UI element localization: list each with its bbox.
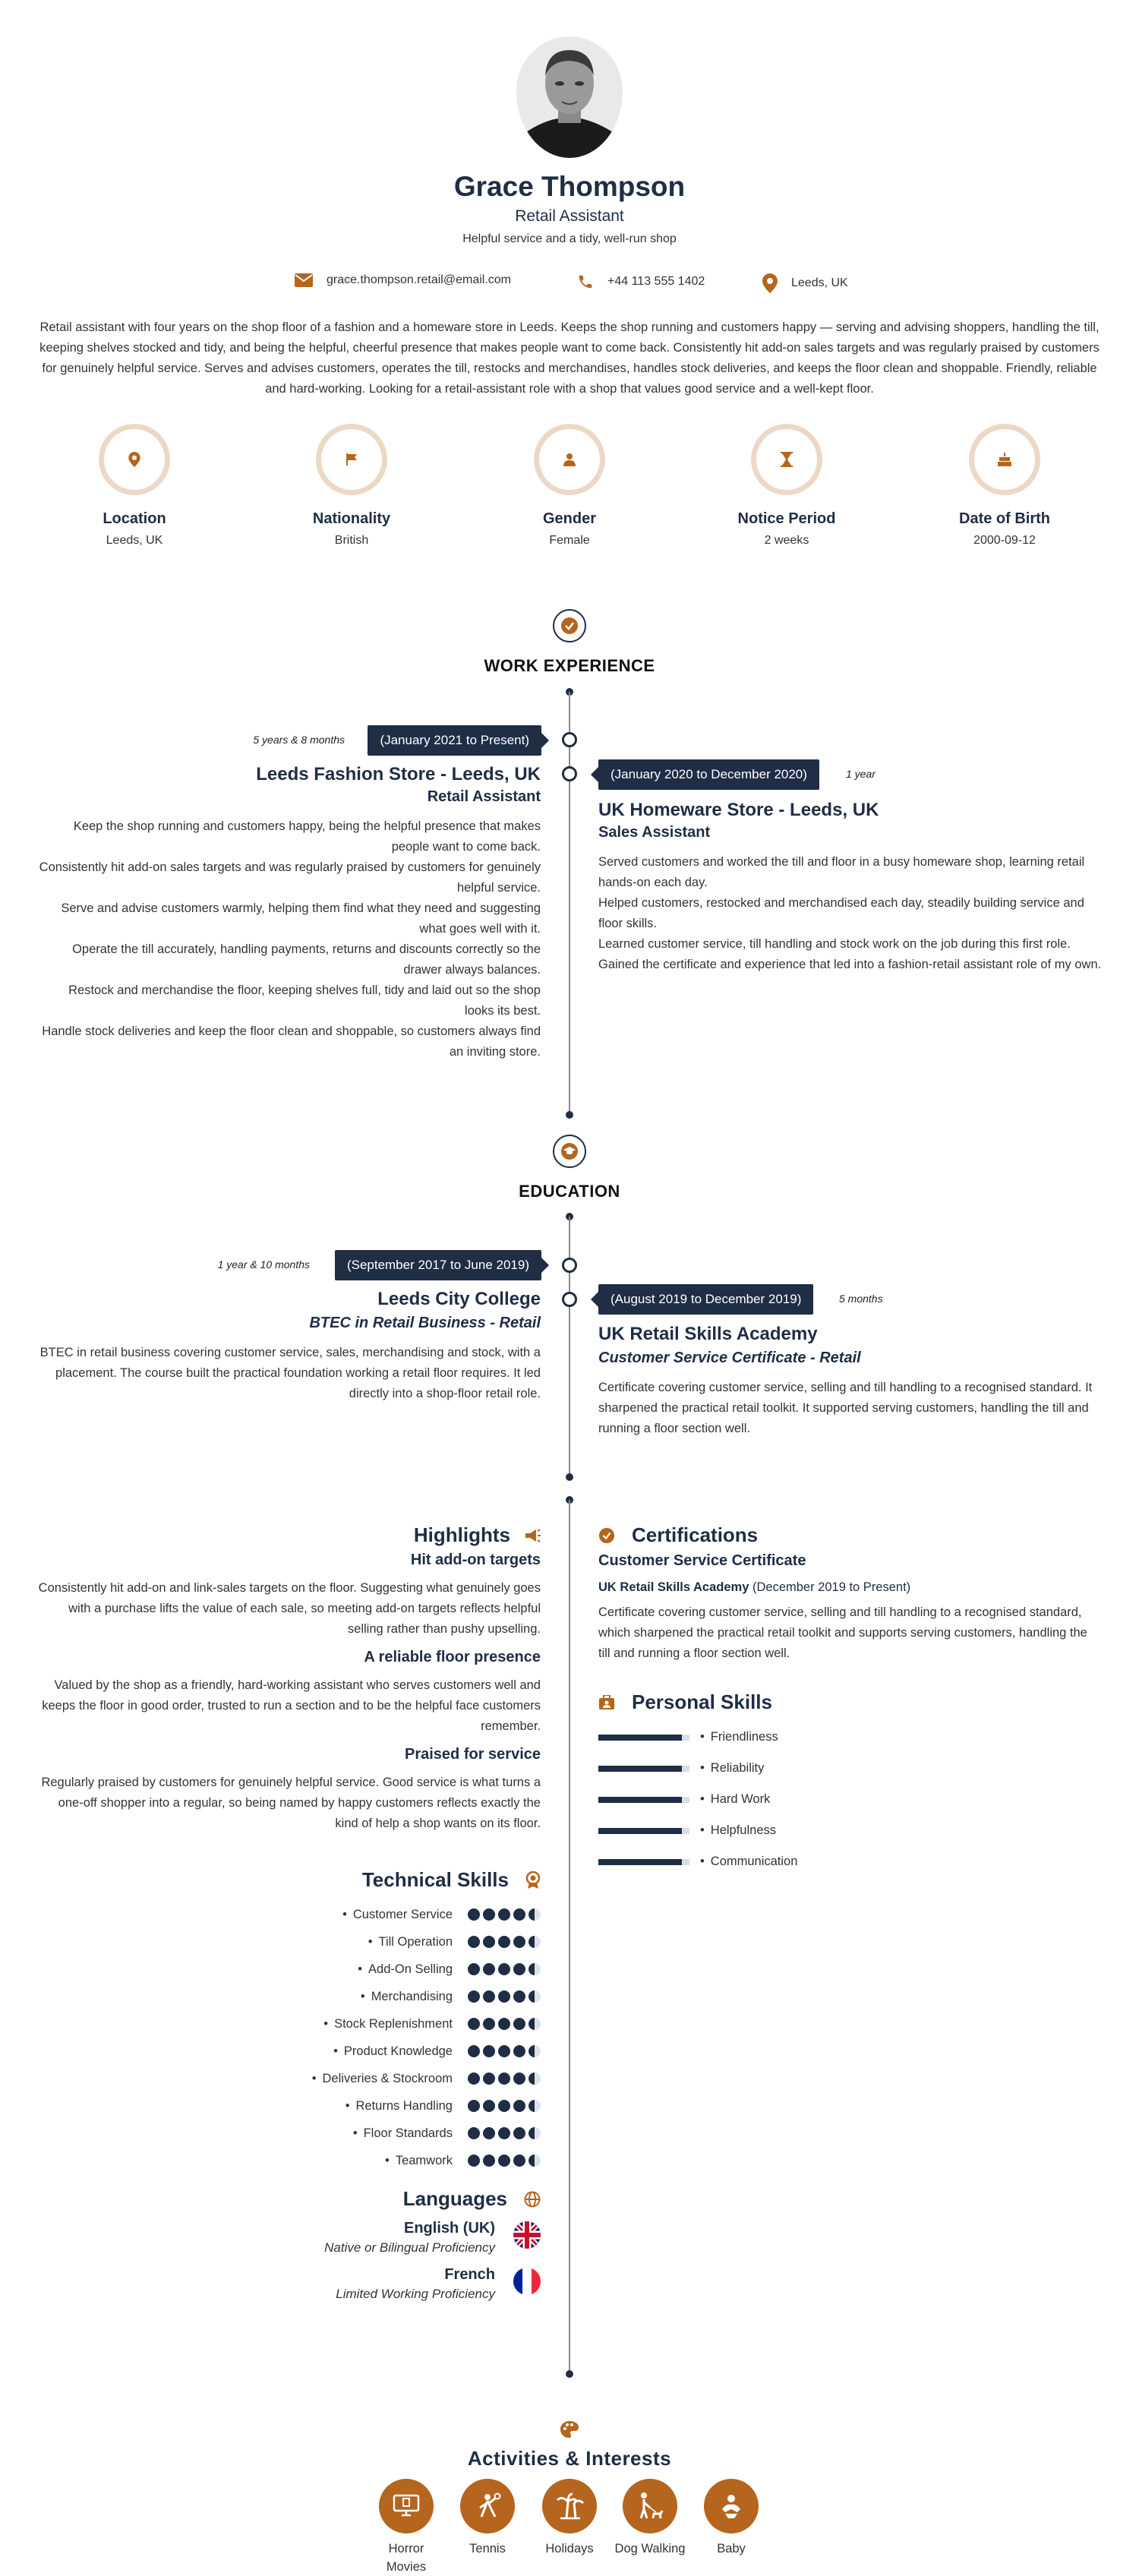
education-org: UK Retail Skills Academy: [598, 1324, 818, 1344]
technical-skill-name: Merchandising: [371, 1989, 453, 2003]
highlights-heading: [414, 1523, 541, 1547]
education-section-title: EDUCATION: [519, 1182, 620, 1201]
fact-value: Leeds, UK: [106, 534, 163, 547]
certificate-badge-icon: [598, 1527, 615, 1544]
rating-dot: [528, 1936, 541, 1948]
certification-name: Customer Service Certificate: [598, 1552, 806, 1569]
baby-icon: [716, 2491, 746, 2521]
palette-icon: [560, 2420, 579, 2442]
bullet: •: [368, 1934, 373, 1949]
movie-icon: [391, 2492, 421, 2520]
highlight-text: Valued by the shop as a friendly, hard-working assistant who serves customers well and keeps the floor in good order, trusted to run a section and to be the helpful face customers remember.: [42, 1678, 541, 1733]
rating-dot: [468, 2127, 480, 2139]
work-timeline-line: [569, 692, 570, 1117]
location-pin-icon: [762, 273, 778, 293]
bullet: •: [700, 1761, 705, 1775]
rating-dot: [513, 1990, 525, 2003]
job-line: Consistently hit add-on sales targets and was regularly praised by customers for genuinely helpful service.: [39, 860, 541, 895]
graduation-cap-icon: [560, 1142, 579, 1160]
lower-timeline-line: [569, 1500, 570, 2373]
personal-skill-name: Hard Work: [710, 1792, 771, 1806]
rating-dot: [498, 2155, 510, 2167]
activity-label: Holidays: [545, 2542, 594, 2555]
technical-skill-item: [36, 2120, 541, 2147]
technical-skill-name: Stock Replenishment: [334, 2016, 453, 2031]
rating-dot: [528, 2155, 541, 2167]
personal-skills-list: [598, 1722, 1103, 1877]
rating-dot: [498, 1963, 510, 1975]
rating-dot: [483, 1963, 495, 1975]
bullet: •: [385, 2153, 390, 2167]
briefcase-person-icon: [598, 1695, 615, 1710]
fact-label: Notice Period: [737, 510, 836, 527]
job-line: Handle stock deliveries and keep the floor clean and shoppable, so customers always find an inviting store.: [42, 1024, 541, 1059]
bullet: •: [360, 1989, 365, 2003]
skill-level-bar: [598, 1735, 689, 1741]
job-description: [36, 816, 541, 1062]
language-name: English (UK): [404, 2220, 495, 2237]
bullet: •: [345, 2098, 350, 2113]
skill-level-fill: [598, 1797, 682, 1803]
technical-skill-item: [36, 1956, 541, 1983]
fact-value: 2 weeks: [764, 534, 809, 547]
education-org: Leeds City College: [377, 1289, 541, 1309]
job-line: Served customers and worked the till and floor in a busy homeware shop, learning retail hands-on each day.: [598, 855, 1085, 889]
highlight-title: A reliable floor presence: [364, 1649, 541, 1665]
personal-skill-item: [598, 1784, 1103, 1815]
rating-dot: [513, 2100, 525, 2112]
activity-baby: [693, 2479, 769, 2558]
email-icon: [295, 273, 313, 287]
personal-skill-item: [598, 1815, 1103, 1846]
technical-skill-item: [36, 2065, 541, 2092]
rating-dot: [528, 2100, 541, 2112]
activity-label: Baby: [717, 2542, 746, 2555]
skill-level-bar: [598, 1859, 689, 1865]
rating-dot: [468, 1990, 480, 2003]
bullet: •: [352, 2126, 358, 2140]
technical-skill-item: [36, 2010, 541, 2038]
rating-dot: [498, 1990, 510, 2003]
personal-skill-name: Friendliness: [710, 1730, 778, 1744]
email-contact[interactable]: [295, 273, 511, 287]
highlight-title: Praised for service: [405, 1746, 541, 1763]
bullet: •: [700, 1823, 705, 1837]
fact-notice-period: [703, 424, 870, 548]
rating-dot: [513, 1963, 525, 1975]
rating-dot: [513, 2045, 525, 2057]
rating-dot: [513, 2127, 525, 2139]
badge-check-icon: [560, 617, 579, 635]
job-entry-2: [598, 800, 1103, 975]
personal-skill-name: Reliability: [710, 1761, 765, 1775]
personal-skills-title: Personal Skills: [632, 1690, 772, 1713]
skill-rating-dots: [465, 2018, 541, 2030]
rating-dot: [513, 2018, 525, 2030]
location-contact: [762, 273, 848, 293]
personal-skill-item: [598, 1846, 1103, 1877]
language-item: [36, 2266, 541, 2302]
phone-text: +44 113 555 1402: [607, 275, 705, 288]
fact-label: Location: [103, 510, 166, 527]
job-period-tag: (January 2020 to December 2020): [598, 759, 819, 790]
rating-dot: [483, 1990, 495, 2003]
education-qualification: BTEC in Retail Business - Retail: [309, 1315, 541, 1331]
rating-dot: [468, 2072, 480, 2085]
language-name: French: [444, 2266, 495, 2283]
highlight-text: Consistently hit add-on and link-sales targets on the floor. Suggesting what genuinely goes with a purchase lifts the value of each sale, so meeting add-on targets reflects helpful selling rather than pushy upselling.: [38, 1581, 541, 1636]
timeline-dot: [566, 1111, 573, 1119]
rating-dot: [468, 2100, 480, 2112]
profile-photo: [516, 36, 623, 158]
job-description: [598, 852, 1103, 975]
rating-dot: [483, 2018, 495, 2030]
phone-icon: [577, 273, 594, 290]
language-level: Limited Working Proficiency: [336, 2287, 495, 2301]
location-pin-icon: [128, 452, 140, 467]
highlight-title: Hit add-on targets: [410, 1552, 541, 1568]
technical-skill-name: Teamwork: [395, 2153, 453, 2167]
skill-level-bar: [598, 1797, 689, 1803]
education-entry-1: [36, 1289, 541, 1404]
fact-value: Female: [549, 534, 590, 547]
job-role: Retail Assistant: [427, 788, 541, 805]
skill-level-bar: [598, 1828, 689, 1834]
rating-dot: [513, 2155, 525, 2167]
fact-label: Date of Birth: [959, 510, 1050, 527]
timeline-dot: [566, 1473, 573, 1481]
bullet: •: [700, 1855, 705, 1868]
technical-skill-name: Till Operation: [378, 1934, 453, 1949]
job-org: Leeds Fashion Store - Leeds, UK: [256, 764, 541, 784]
skill-rating-dots: [465, 1963, 541, 1975]
skill-level-fill: [598, 1828, 682, 1834]
rating-dot: [528, 1908, 541, 1921]
highlights-section: [36, 1523, 541, 1834]
bullet: •: [333, 2044, 338, 2058]
technical-skills-section: [36, 1868, 541, 2174]
palm-tree-icon: [554, 2491, 585, 2521]
job-line: Keep the shop running and customers happy, being the helpful presence that makes people want to come back.: [73, 819, 541, 854]
timeline-node: [562, 1292, 577, 1307]
certification-text: Certificate covering customer service, selling and till handling to a recognised standard, which sharpened the practical retail toolkit and supports serving customers, handling the till and running a floor section well.: [598, 1605, 1087, 1660]
fact-label: Gender: [542, 510, 597, 527]
skill-rating-dots: [465, 2127, 541, 2139]
certification-meta: [598, 1580, 1103, 1595]
rating-dot: [468, 2155, 480, 2167]
technical-skill-name: Add-On Selling: [368, 1962, 453, 1976]
certifications-title: Certifications: [632, 1523, 759, 1546]
education-duration: 1 year & 10 months: [217, 1258, 310, 1271]
activity-label: Tennis: [469, 2542, 506, 2555]
cake-icon: [997, 452, 1012, 467]
bullet: •: [358, 1962, 363, 1976]
skill-rating-dots: [465, 2155, 541, 2167]
certification-period: (December 2019 to Present): [752, 1580, 911, 1594]
languages-heading: [403, 2187, 541, 2211]
tennis-icon: [472, 2491, 503, 2521]
skill-level-fill: [598, 1859, 682, 1865]
activity-label: Horror Movies: [386, 2542, 427, 2574]
rating-dot: [498, 2100, 510, 2112]
certifications-heading: [598, 1523, 758, 1547]
language-level: Native or Bilingual Proficiency: [324, 2240, 495, 2255]
rating-dot: [483, 2100, 495, 2112]
profile-summary: Retail assistant with four years on the shop floor of a fashion and a homeware store in Leeds. Keeps the shop running and customers happy — serving and advising shoppers, handling the till, keeping shelves stocked and tidy, and being the helpful, cheerful presence that makes people want to come back. Consistently hit add-on sales targets and was regularly praised by customers for genuinely helpful service. Serves and advises customers, operates the till, restocks and merchandises, handles stock deliveries, and keeps the floor clean and shoppable. Friendly, reliable and hard-working. Looking for a retail-assistant role with a shop that values good service and a well-kept floor.: [39, 320, 1100, 396]
globe-icon: [524, 2191, 541, 2208]
dog-walking-icon: [635, 2491, 665, 2521]
language-item: [36, 2220, 541, 2256]
work-section-icon: [553, 609, 586, 642]
rating-dot: [483, 2155, 495, 2167]
personal-skill-name: Communication: [710, 1855, 798, 1868]
timeline-node: [562, 766, 577, 781]
phone-contact[interactable]: [577, 273, 705, 290]
rating-dot: [513, 2072, 525, 2085]
job-duration: 1 year: [846, 768, 876, 780]
fact-label: Nationality: [312, 510, 391, 527]
rating-dot: [498, 2127, 510, 2139]
rating-dot: [498, 1908, 510, 1921]
education-section-icon: [553, 1135, 586, 1168]
rating-dot: [498, 1936, 510, 1948]
technical-skill-name: Product Knowledge: [343, 2044, 453, 2058]
job-org: UK Homeware Store - Leeds, UK: [598, 800, 879, 820]
job-line: Gained the certificate and experience that led into a fashion-retail assistant role of my own.: [598, 958, 1102, 971]
technical-skill-name: Returns Handling: [355, 2098, 453, 2113]
award-icon: [525, 1871, 541, 1889]
technical-skill-item: [36, 1901, 541, 1928]
languages-section: [36, 2187, 541, 2302]
rating-dot: [468, 2045, 480, 2057]
education-period-tag: (September 2017 to June 2019): [335, 1250, 541, 1280]
rating-dot: [468, 1908, 480, 1921]
education-duration: 5 months: [839, 1293, 883, 1305]
skill-rating-dots: [465, 1936, 541, 1948]
activity-horror-movies: [368, 2479, 444, 2576]
job-period-tag: (January 2021 to Present): [368, 725, 541, 756]
timeline-node: [562, 732, 577, 747]
france-flag-icon: [513, 2268, 541, 2295]
technical-skills-heading: [362, 1868, 541, 1892]
education-period-tag: (August 2019 to December 2019): [598, 1284, 813, 1315]
technical-skill-item: [36, 1928, 541, 1956]
technical-skills-title: Technical Skills: [361, 1868, 509, 1891]
skill-rating-dots: [465, 2100, 541, 2112]
activity-dog-walking: [612, 2479, 688, 2558]
rating-dot: [528, 2045, 541, 2057]
rating-dot: [498, 2045, 510, 2057]
fact-value: 2000-09-12: [973, 534, 1036, 547]
rating-dot: [528, 1990, 541, 2003]
personal-skill-item: [598, 1722, 1103, 1753]
certification-issuer: UK Retail Skills Academy: [598, 1580, 749, 1594]
person-icon: [563, 453, 576, 466]
rating-dot: [498, 2072, 510, 2085]
rating-dot: [483, 2045, 495, 2057]
rating-dot: [498, 2018, 510, 2030]
rating-dot: [468, 1963, 480, 1975]
fact-value: British: [334, 534, 369, 547]
skill-rating-dots: [465, 2045, 541, 2057]
fact-gender: [486, 424, 653, 548]
rating-dot: [483, 1908, 495, 1921]
rating-dot: [528, 2072, 541, 2085]
certifications-section: [598, 1523, 1103, 1664]
skill-level-bar: [598, 1766, 689, 1772]
technical-skills-list: [36, 1901, 541, 2174]
technical-skill-item: [36, 1983, 541, 2010]
timeline-dot: [566, 2370, 573, 2378]
bullet: •: [323, 2016, 329, 2031]
flag-icon: [345, 453, 358, 466]
job-line: Helped customers, restocked and merchandised each day, steadily building service and floor skills.: [598, 896, 1084, 930]
job-line: Restock and merchandise the floor, keeping shelves full, tidy and laid out so the shop looks its best.: [68, 983, 541, 1018]
job-line: Operate the till accurately, handling payments, returns and discounts correctly so the drawer always balances.: [72, 942, 541, 977]
languages-title: Languages: [402, 2187, 507, 2210]
hourglass-icon: [781, 452, 793, 467]
location-text: Leeds, UK: [791, 276, 848, 289]
megaphone-icon: [524, 1528, 541, 1543]
candidate-name: Grace Thompson: [453, 171, 686, 202]
technical-skill-item: [36, 2038, 541, 2065]
timeline-node: [562, 1258, 577, 1273]
rating-dot: [483, 1936, 495, 1948]
bullet: •: [311, 2071, 317, 2085]
fact-date-of-birth: [921, 424, 1088, 548]
skill-level-fill: [598, 1735, 682, 1741]
technical-skill-name: Floor Standards: [363, 2126, 453, 2140]
rating-dot: [513, 1936, 525, 1948]
bullet: •: [700, 1730, 705, 1744]
candidate-tagline: Helpful service and a tidy, well-run shop: [462, 232, 677, 245]
highlight-text: Regularly praised by customers for genuinely helpful service. Good service is what turns a one-off shopper into a regular, so being named by happy customers reflects exactly the kind of help a shop wants on its floor.: [41, 1776, 541, 1830]
education-qualification: Customer Service Certificate - Retail: [598, 1350, 861, 1366]
work-section-title: WORK EXPERIENCE: [484, 656, 655, 675]
rating-dot: [483, 2127, 495, 2139]
personal-skills-section: [598, 1690, 1103, 1877]
uk-flag-icon: [513, 2221, 541, 2249]
rating-dot: [513, 1908, 525, 1921]
rating-dot: [528, 2127, 541, 2139]
skill-level-fill: [598, 1766, 682, 1772]
job-line: Learned customer service, till handling and stock work on the job during this first role.: [598, 937, 1071, 951]
skill-rating-dots: [465, 2072, 541, 2085]
rating-dot: [468, 2018, 480, 2030]
personal-skill-name: Helpfulness: [710, 1823, 776, 1837]
fact-nationality: [268, 424, 435, 548]
personal-skill-item: [598, 1753, 1103, 1784]
skill-rating-dots: [465, 1990, 541, 2003]
rating-dot: [468, 1936, 480, 1948]
education-description: BTEC in retail business covering customer service, sales, merchandising and stock, with a placement. The course built the practical foundation working a retail floor requires. It led directly into a shop-floor retail role.: [39, 1346, 541, 1400]
skill-rating-dots: [465, 1908, 541, 1921]
rating-dot: [483, 2072, 495, 2085]
fact-location: [51, 424, 218, 548]
education-description: Certificate covering customer service, selling and till handling to a recognised standard. It sharpened the practical retail toolkit. It supported serving customers, handling the till and running a floor section well.: [598, 1381, 1093, 1435]
bullet: •: [700, 1792, 705, 1806]
rating-dot: [528, 1963, 541, 1975]
technical-skill-item: [36, 2092, 541, 2120]
education-timeline-line: [569, 1217, 570, 1479]
technical-skill-name: Customer Service: [352, 1907, 453, 1921]
technical-skill-name: Deliveries & Stockroom: [322, 2071, 453, 2085]
candidate-title: Retail Assistant: [515, 207, 624, 225]
education-entry-2: [598, 1324, 1103, 1439]
activity-label: Dog Walking: [614, 2542, 686, 2555]
technical-skill-item: [36, 2147, 541, 2174]
job-role: Sales Assistant: [598, 824, 711, 841]
highlights-title: Highlights: [413, 1523, 510, 1546]
bullet: •: [342, 1907, 347, 1921]
activity-tennis: [450, 2479, 525, 2558]
personal-skills-heading: [598, 1690, 772, 1714]
rating-dot: [528, 2018, 541, 2030]
job-duration: 5 years & 8 months: [253, 734, 345, 746]
job-line: Serve and advise customers warmly, helping them find what they need and suggesting what goes well with it.: [61, 901, 541, 936]
activity-holidays: [532, 2479, 607, 2558]
email-text: grace.thompson.retail@email.com: [327, 273, 512, 286]
job-entry-1: [36, 764, 541, 1062]
activities-title: Activities & Interests: [467, 2447, 672, 2470]
